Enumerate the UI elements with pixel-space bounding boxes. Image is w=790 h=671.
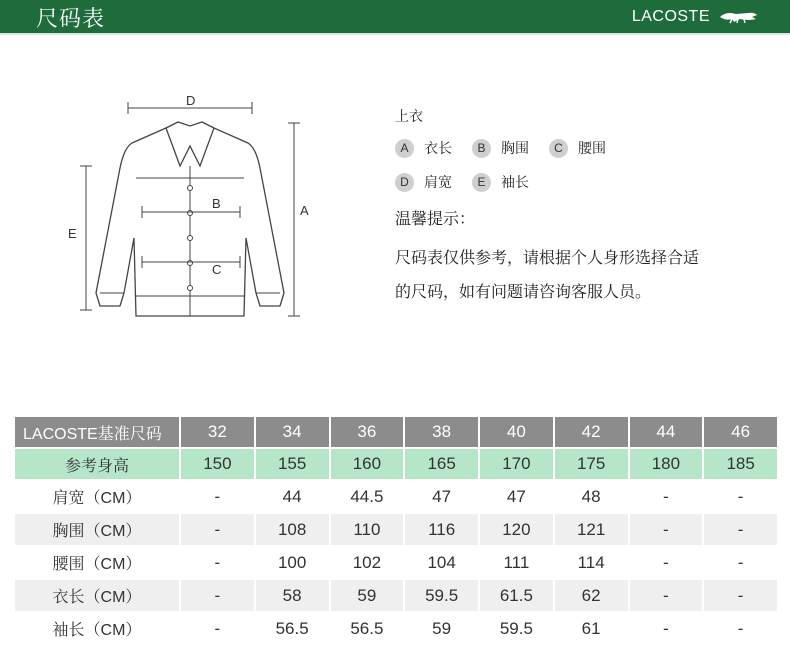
header-size-cell: 40 <box>479 416 554 448</box>
legend-label-d: 肩宽 <box>424 175 452 191</box>
table-cell: 59.5 <box>404 579 479 612</box>
table-cell: - <box>703 579 778 612</box>
header-divider <box>0 33 790 35</box>
row-label-cell: 腰围（CM） <box>14 546 180 579</box>
table-cell: 180 <box>629 448 704 480</box>
size-table <box>13 415 779 646</box>
table-cell: 61 <box>554 612 629 645</box>
legend-row-1 <box>395 138 775 158</box>
jacket-diagram <box>62 88 332 328</box>
table-cell: 44 <box>255 480 330 513</box>
legend-label-c: 腰围 <box>578 141 606 157</box>
table-cell: 56.5 <box>330 612 405 645</box>
table-cell: 175 <box>554 448 629 480</box>
legend-label-a: 衣长 <box>424 141 452 157</box>
table-cell: 111 <box>479 546 554 579</box>
measurement-legend <box>395 138 775 192</box>
table-cell: - <box>629 513 704 546</box>
row-label-cell: 肩宽（CM） <box>14 480 180 513</box>
legend-key-e: E <box>472 173 491 192</box>
table-row <box>14 612 778 645</box>
row-label-cell: 袖长（CM） <box>14 612 180 645</box>
tip-line-1: 尺码表仅供参考，请根据个人身形选择合适 <box>395 248 700 267</box>
legend-key-d: D <box>395 173 414 192</box>
table-row <box>14 480 778 513</box>
row-label-cell: 胸围（CM） <box>14 513 180 546</box>
table-cell: 44.5 <box>330 480 405 513</box>
table-cell: - <box>180 480 255 513</box>
table-cell: - <box>629 612 704 645</box>
table-cell: 47 <box>404 480 479 513</box>
table-cell: 59 <box>330 579 405 612</box>
table-cell: 104 <box>404 546 479 579</box>
label-a: A <box>300 203 309 218</box>
table-cell: 59.5 <box>479 612 554 645</box>
table-cell: - <box>629 546 704 579</box>
header-size-cell: 42 <box>554 416 629 448</box>
page-title: 尺码表 <box>36 7 106 32</box>
garment-category: 上衣 <box>395 109 423 125</box>
table-cell: 116 <box>404 513 479 546</box>
table-cell: - <box>180 579 255 612</box>
info-panel <box>395 106 775 309</box>
table-row <box>14 579 778 612</box>
table-row <box>14 513 778 546</box>
table-cell: - <box>703 546 778 579</box>
label-c: C <box>212 262 222 277</box>
table-cell: 165 <box>404 448 479 480</box>
header-size-cell: 34 <box>255 416 330 448</box>
header-bar <box>0 0 790 33</box>
header-size-cell: 46 <box>703 416 778 448</box>
legend-key-b: B <box>472 139 491 158</box>
size-table-body <box>14 416 778 645</box>
table-cell: 59 <box>404 612 479 645</box>
table-cell: 114 <box>554 546 629 579</box>
table-cell: 56.5 <box>255 612 330 645</box>
table-cell: 185 <box>703 448 778 480</box>
header-size-cell: 36 <box>330 416 405 448</box>
table-cell: - <box>703 480 778 513</box>
legend-row-2 <box>395 172 775 192</box>
table-cell: - <box>180 546 255 579</box>
header-size-cell: 44 <box>629 416 704 448</box>
header-size-cell: 38 <box>404 416 479 448</box>
table-cell: 102 <box>330 546 405 579</box>
table-cell: 108 <box>255 513 330 546</box>
legend-label-e: 袖长 <box>501 175 529 191</box>
table-cell: 61.5 <box>479 579 554 612</box>
table-cell: - <box>703 513 778 546</box>
header-size-cell: 32 <box>180 416 255 448</box>
tip-line-2: 的尺码，如有问题请咨询客服人员。 <box>395 282 652 301</box>
tip-title: 温馨提示： <box>395 209 476 228</box>
legend-label-b: 胸围 <box>501 141 529 157</box>
table-cell: 170 <box>479 448 554 480</box>
table-cell: 155 <box>255 448 330 480</box>
table-cell: 160 <box>330 448 405 480</box>
table-cell: - <box>629 480 704 513</box>
legend-key-c: C <box>549 139 568 158</box>
crocodile-logo-icon <box>718 9 758 25</box>
table-cell: 110 <box>330 513 405 546</box>
row-label-cell: 衣长（CM） <box>14 579 180 612</box>
table-cell: 47 <box>479 480 554 513</box>
table-row <box>14 546 778 579</box>
table-cell: 121 <box>554 513 629 546</box>
table-header-row <box>14 416 778 448</box>
table-cell: 100 <box>255 546 330 579</box>
table-cell: 150 <box>180 448 255 480</box>
brand-logo-text: LACOSTE <box>631 8 710 25</box>
table-cell: - <box>629 579 704 612</box>
row-label-cell: 参考身高 <box>14 448 180 480</box>
tip-text <box>395 241 775 309</box>
label-b: B <box>212 196 221 211</box>
label-d: D <box>186 93 196 108</box>
table-cell: - <box>703 612 778 645</box>
legend-key-a: A <box>395 139 414 158</box>
table-cell: 120 <box>479 513 554 546</box>
table-cell: 48 <box>554 480 629 513</box>
label-e: E <box>68 226 77 241</box>
header-label-cell: LACOSTE基准尺码 <box>14 416 180 448</box>
table-cell: - <box>180 612 255 645</box>
table-cell: 58 <box>255 579 330 612</box>
table-cell: 62 <box>554 579 629 612</box>
table-cell: - <box>180 513 255 546</box>
table-row <box>14 448 778 480</box>
